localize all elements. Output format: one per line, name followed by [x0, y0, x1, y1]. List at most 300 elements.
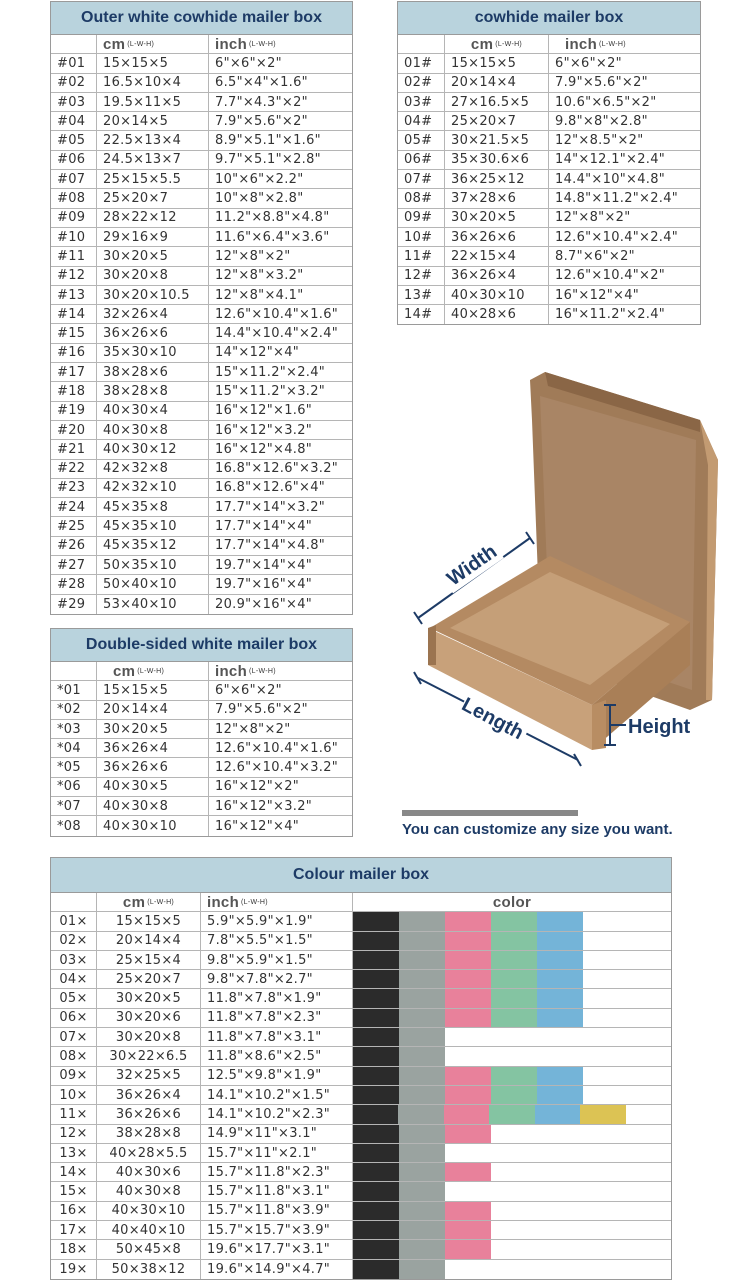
size-id: 10× [51, 1086, 97, 1104]
table-row [51, 440, 352, 459]
table-row [51, 112, 352, 131]
table-row [51, 382, 352, 401]
size-id: #20 [51, 421, 97, 439]
size-inch: 19.7"×14"×4" [215, 557, 313, 573]
swatch-black [353, 932, 399, 950]
size-inch: 16.8"×12.6"×3.2" [215, 461, 339, 477]
size-cm: 40×30×10 [97, 816, 209, 835]
size-id: 14# [398, 305, 445, 324]
size-id: #07 [51, 170, 97, 188]
size-cm: 37×28×6 [445, 189, 549, 207]
size-cm: 30×20×8 [97, 267, 209, 285]
size-cm: 22.5×13×4 [97, 131, 209, 149]
header-color: color [492, 893, 532, 911]
swatch-black [353, 1163, 399, 1181]
table-row [51, 479, 352, 498]
size-cm: 36×26×6 [97, 324, 209, 342]
size-cm: 15×15×5 [97, 54, 209, 72]
table-row [51, 816, 352, 835]
size-cm: 45×35×8 [97, 498, 209, 516]
size-cm: 25×20×7 [97, 189, 209, 207]
table-row [398, 189, 700, 208]
size-id: 03× [51, 951, 97, 969]
table-row [51, 363, 352, 382]
size-inch: 14.9"×11"×3.1" [201, 1125, 353, 1143]
size-inch: 19.7"×16"×4" [215, 576, 313, 592]
table-row [51, 989, 671, 1008]
color-swatches [353, 1125, 671, 1143]
size-cm: 19.5×11×5 [97, 93, 209, 111]
size-inch: 11.2"×8.8"×4.8" [215, 210, 330, 226]
size-inch: 16"×12"×4" [555, 287, 640, 303]
table-row [51, 681, 352, 700]
size-cm: 50×35×10 [97, 556, 209, 574]
swatch-pink [445, 912, 491, 930]
swatch-pink [445, 1086, 491, 1104]
size-inch: 6"×6"×2" [215, 682, 282, 698]
size-cm: 40×28×5.5 [97, 1144, 201, 1162]
size-id: #18 [51, 382, 97, 400]
color-swatches [353, 1067, 671, 1085]
size-id: 03# [398, 93, 445, 111]
size-inch: 11.6"×6.4"×3.6" [215, 229, 330, 245]
swatch-green [489, 1105, 534, 1123]
size-inch: 11.8"×7.8"×1.9" [201, 989, 353, 1007]
size-id: 08× [51, 1047, 97, 1065]
size-id: *08 [51, 816, 97, 835]
swatch-blue [537, 1086, 583, 1104]
mailer-box-illustration [400, 360, 740, 780]
size-cm: 25×15×4 [97, 951, 201, 969]
swatch-black [353, 1028, 399, 1046]
swatch-grey [399, 989, 445, 1007]
table-row [51, 1144, 671, 1163]
table-row [51, 1182, 671, 1201]
length-label: Length [457, 693, 528, 745]
size-id: #01 [51, 54, 97, 72]
size-id: 11# [398, 247, 445, 265]
size-cm: 20×14×5 [97, 112, 209, 130]
swatch-grey [399, 1182, 445, 1200]
size-inch: 12.6"×10.4"×2" [555, 268, 666, 284]
size-id: #14 [51, 305, 97, 323]
color-swatches [353, 970, 671, 988]
color-swatches [353, 1182, 671, 1200]
table-header-row [51, 35, 352, 54]
size-cm: 30×20×5 [97, 720, 209, 738]
size-inch: 7.9"×5.6"×2" [215, 113, 308, 129]
table-header-row [51, 662, 352, 681]
swatch-black [353, 1260, 399, 1279]
size-inch: 12"×8"×2" [215, 721, 291, 737]
size-id: #19 [51, 402, 97, 420]
size-cm: 30×20×6 [97, 1009, 201, 1027]
size-inch: 12.6"×10.4"×1.6" [215, 740, 339, 756]
size-id: #04 [51, 112, 97, 130]
size-cm: 30×20×10.5 [97, 286, 209, 304]
size-id: #10 [51, 228, 97, 246]
swatch-black [353, 1047, 399, 1065]
swatch-blue [535, 1105, 580, 1123]
swatch-black [353, 912, 399, 930]
size-id: *05 [51, 758, 97, 776]
size-cm: 30×22×6.5 [97, 1047, 201, 1065]
size-id: 17× [51, 1221, 97, 1239]
size-id: 11× [51, 1105, 97, 1123]
table-row [51, 151, 352, 170]
swatch-pink [445, 1163, 491, 1181]
color-swatches [353, 1086, 671, 1104]
size-inch: 20.9"×16"×4" [215, 596, 313, 612]
header-cm: cm (L-W-H) [445, 35, 549, 53]
table-row [51, 286, 352, 305]
table-header-row [398, 35, 700, 54]
size-id: #22 [51, 460, 97, 478]
table-row [51, 778, 352, 797]
size-inch: 6"×6"×2" [555, 55, 622, 71]
size-id: #16 [51, 344, 97, 362]
size-inch: 15"×11.2"×3.2" [215, 383, 326, 399]
size-inch: 11.8"×8.6"×2.5" [201, 1047, 353, 1065]
table-row [51, 1202, 671, 1221]
size-id: 18× [51, 1240, 97, 1258]
size-id: #23 [51, 479, 97, 497]
size-inch: 14.8"×11.2"×2.4" [555, 191, 679, 207]
swatch-black [353, 1221, 399, 1239]
swatch-green [491, 970, 537, 988]
size-inch: 12"×8"×3.2" [215, 268, 304, 284]
table-row [51, 758, 352, 777]
swatch-green [491, 912, 537, 930]
table-row [51, 1105, 671, 1124]
size-cm: 28×22×12 [97, 209, 209, 227]
color-swatches [353, 1240, 671, 1258]
size-inch: 16"×12"×1.6" [215, 403, 313, 419]
width-label: Width [443, 540, 502, 591]
header-inch: inch (L-W-H) [565, 35, 626, 53]
swatch-grey [399, 1009, 445, 1027]
table-row [51, 324, 352, 343]
swatch-blue [537, 912, 583, 930]
size-inch: 14.4"×10"×4.8" [555, 171, 666, 187]
table-row [51, 54, 352, 73]
swatch-black [353, 970, 399, 988]
table-row [398, 305, 700, 324]
swatch-black [353, 1067, 399, 1085]
table-row [51, 189, 352, 208]
size-id: #13 [51, 286, 97, 304]
size-inch: 6"×6"×2" [215, 55, 282, 71]
table-row [51, 93, 352, 112]
size-id: #09 [51, 209, 97, 227]
table-title: Colour mailer box [51, 858, 671, 893]
size-cm: 27×16.5×5 [445, 93, 549, 111]
size-id: #25 [51, 517, 97, 535]
swatch-grey [399, 1086, 445, 1104]
size-inch: 7.7"×4.3"×2" [215, 94, 308, 110]
swatch-grey [399, 1144, 445, 1162]
swatch-grey [399, 932, 445, 950]
size-inch: 15.7"×11.8"×2.3" [201, 1163, 353, 1181]
swatch-grey [399, 1163, 445, 1181]
size-inch: 17.7"×14"×3.2" [215, 499, 326, 515]
table-row [51, 1047, 671, 1066]
table-row [398, 228, 700, 247]
swatch-black [353, 1009, 399, 1027]
size-cm: 24.5×13×7 [97, 151, 209, 169]
size-cm: 40×28×6 [445, 305, 549, 324]
size-inch: 12.6"×10.4"×2.4" [555, 229, 679, 245]
table-row [51, 970, 671, 989]
header-cm: cm (L-W-H) [97, 35, 209, 53]
size-cm: 30×20×5 [97, 989, 201, 1007]
size-inch: 16"×12"×3.2" [215, 422, 313, 438]
swatch-pink [445, 1240, 491, 1258]
size-inch: 15"×11.2"×2.4" [215, 364, 326, 380]
colour-size-table [50, 857, 672, 1280]
size-inch: 12.6"×10.4"×1.6" [215, 306, 339, 322]
table-row [51, 720, 352, 739]
size-id: *01 [51, 681, 97, 699]
size-inch: 6.5"×4"×1.6" [215, 75, 308, 91]
size-id: 09× [51, 1067, 97, 1085]
swatch-pink [444, 1105, 489, 1123]
table-row [51, 951, 671, 970]
size-inch: 16"×12"×4" [215, 818, 300, 834]
table-row [51, 1163, 671, 1182]
color-swatches [353, 1028, 671, 1046]
size-id: 13# [398, 286, 445, 304]
size-inch: 12"×8"×4.1" [215, 287, 304, 303]
size-cm: 40×30×8 [97, 797, 209, 815]
size-id: #29 [51, 595, 97, 614]
swatch-green [491, 1067, 537, 1085]
swatch-grey [398, 1105, 443, 1123]
size-id: *04 [51, 739, 97, 757]
table-row [398, 247, 700, 266]
size-id: 15× [51, 1182, 97, 1200]
size-cm: 30×20×5 [445, 209, 549, 227]
table-row [51, 1028, 671, 1047]
table-title: Outer white cowhide mailer box [51, 2, 352, 35]
table-row [398, 112, 700, 131]
swatch-grey [399, 1221, 445, 1239]
size-cm: 53×40×10 [97, 595, 209, 614]
table-row [51, 575, 352, 594]
size-inch: 16"×11.2"×2.4" [555, 307, 666, 323]
header-id [51, 35, 97, 53]
size-cm: 15×15×5 [97, 681, 209, 699]
swatch-green [491, 951, 537, 969]
table-row [51, 131, 352, 150]
size-inch: 12"×8"×2" [555, 210, 631, 226]
table-row [51, 74, 352, 93]
size-id: #26 [51, 537, 97, 555]
size-inch: 11.8"×7.8"×2.3" [201, 1009, 353, 1027]
table-row [398, 170, 700, 189]
size-inch: 16"×12"×3.2" [215, 798, 313, 814]
size-inch: 10"×6"×2.2" [215, 171, 304, 187]
header-id [51, 662, 97, 680]
table-row [51, 344, 352, 363]
swatch-green [491, 1009, 537, 1027]
swatch-black [353, 1105, 398, 1123]
size-id: #17 [51, 363, 97, 381]
size-cm: 35×30×10 [97, 344, 209, 362]
size-inch: 15.7"×15.7"×3.9" [201, 1221, 353, 1239]
size-id: 02× [51, 932, 97, 950]
table-row [398, 74, 700, 93]
size-id: 07# [398, 170, 445, 188]
swatch-grey [399, 1028, 445, 1046]
size-id: *07 [51, 797, 97, 815]
swatch-grey [399, 1067, 445, 1085]
swatch-pink [445, 970, 491, 988]
size-inch: 9.8"×7.8"×2.7" [201, 970, 353, 988]
size-inch: 7.9"×5.6"×2" [555, 75, 648, 91]
cowhide-size-table [397, 1, 701, 325]
color-swatches [353, 951, 671, 969]
size-cm: 20×14×4 [97, 701, 209, 719]
size-cm: 50×45×8 [97, 1240, 201, 1258]
table-row [51, 1221, 671, 1240]
customize-caption: You can customize any size you want. [402, 821, 673, 838]
size-cm: 40×30×12 [97, 440, 209, 458]
table-row [51, 1125, 671, 1144]
size-inch: 10"×8"×2.8" [215, 191, 304, 207]
size-cm: 36×26×4 [97, 1086, 201, 1104]
table-row [51, 498, 352, 517]
table-row [51, 1240, 671, 1259]
size-cm: 50×40×10 [97, 575, 209, 593]
table-row [51, 797, 352, 816]
table-row [51, 460, 352, 479]
color-swatches [353, 1047, 671, 1065]
header-cm: cm (L-W-H) [97, 893, 201, 911]
swatch-yellow [580, 1105, 625, 1123]
size-cm: 36×26×4 [445, 267, 549, 285]
size-inch: 9.8"×5.9"×1.5" [201, 951, 353, 969]
size-cm: 15×15×5 [97, 912, 201, 930]
size-cm: 25×20×7 [445, 112, 549, 130]
header-id [51, 893, 97, 911]
swatch-pink [445, 1125, 491, 1143]
size-inch: 8.7"×6"×2" [555, 248, 635, 264]
swatch-black [353, 1182, 399, 1200]
size-id: #24 [51, 498, 97, 516]
swatch-grey [399, 951, 445, 969]
swatch-grey [399, 1202, 445, 1220]
size-cm: 38×28×8 [97, 1125, 201, 1143]
table-row [51, 247, 352, 266]
size-cm: 32×26×4 [97, 305, 209, 323]
size-id: #05 [51, 131, 97, 149]
table-row [51, 1009, 671, 1028]
swatch-black [353, 951, 399, 969]
size-cm: 30×21.5×5 [445, 131, 549, 149]
color-swatches [353, 1009, 671, 1027]
double-white-size-table [50, 628, 353, 837]
header-id [398, 35, 445, 53]
size-id: 14× [51, 1163, 97, 1181]
size-cm: 36×26×4 [97, 739, 209, 757]
size-cm: 40×30×8 [97, 1182, 201, 1200]
table-row [51, 402, 352, 421]
size-cm: 20×14×4 [445, 74, 549, 92]
table-row [51, 1260, 671, 1279]
table-row [398, 93, 700, 112]
size-cm: 25×15×5.5 [97, 170, 209, 188]
size-id: #03 [51, 93, 97, 111]
swatch-black [353, 1125, 399, 1143]
header-inch: inch (L-W-H) [215, 662, 276, 680]
table-row [51, 421, 352, 440]
swatch-blue [537, 932, 583, 950]
table-header-row [51, 893, 671, 912]
swatch-pink [445, 1067, 491, 1085]
size-id: #08 [51, 189, 97, 207]
table-row [398, 131, 700, 150]
size-cm: 29×16×9 [97, 228, 209, 246]
color-swatches [353, 989, 671, 1007]
size-id: 04# [398, 112, 445, 130]
header-inch: inch (L-W-H) [215, 35, 276, 53]
size-cm: 15×15×5 [445, 54, 549, 72]
swatch-green [491, 1086, 537, 1104]
size-cm: 36×25×12 [445, 170, 549, 188]
size-id: 12# [398, 267, 445, 285]
size-id: #11 [51, 247, 97, 265]
size-inch: 9.7"×5.1"×2.8" [215, 152, 321, 168]
color-swatches [353, 1144, 671, 1162]
size-id: 07× [51, 1028, 97, 1046]
color-swatches [353, 932, 671, 950]
size-cm: 16.5×10×4 [97, 74, 209, 92]
size-inch: 11.8"×7.8"×3.1" [201, 1028, 353, 1046]
size-inch: 16"×12"×4.8" [215, 441, 313, 457]
size-inch: 17.7"×14"×4" [215, 519, 313, 535]
size-inch: 9.8"×8"×2.8" [555, 113, 648, 129]
table-row [51, 912, 671, 931]
color-swatches [353, 1163, 671, 1181]
size-cm: 25×20×7 [97, 970, 201, 988]
swatch-pink [445, 1009, 491, 1027]
table-row [51, 305, 352, 324]
size-cm: 45×35×12 [97, 537, 209, 555]
size-cm: 30×20×5 [97, 247, 209, 265]
swatch-grey [399, 1260, 445, 1279]
size-inch: 12"×8.5"×2" [555, 133, 644, 149]
header-inch: inch (L-W-H) [201, 893, 353, 911]
table-row [398, 151, 700, 170]
swatch-blue [537, 1009, 583, 1027]
height-label: Height [628, 716, 691, 738]
size-id: 13× [51, 1144, 97, 1162]
size-id: 08# [398, 189, 445, 207]
size-inch: 19.6"×17.7"×3.1" [201, 1240, 353, 1258]
size-inch: 12.5"×9.8"×1.9" [201, 1067, 353, 1085]
swatch-green [491, 989, 537, 1007]
size-id: #27 [51, 556, 97, 574]
table-row [51, 170, 352, 189]
size-cm: 40×30×4 [97, 402, 209, 420]
size-cm: 40×40×10 [97, 1221, 201, 1239]
size-id: 12× [51, 1125, 97, 1143]
swatch-green [491, 932, 537, 950]
table-row [51, 1086, 671, 1105]
table-title: cowhide mailer box [398, 2, 700, 35]
table-row [51, 228, 352, 247]
